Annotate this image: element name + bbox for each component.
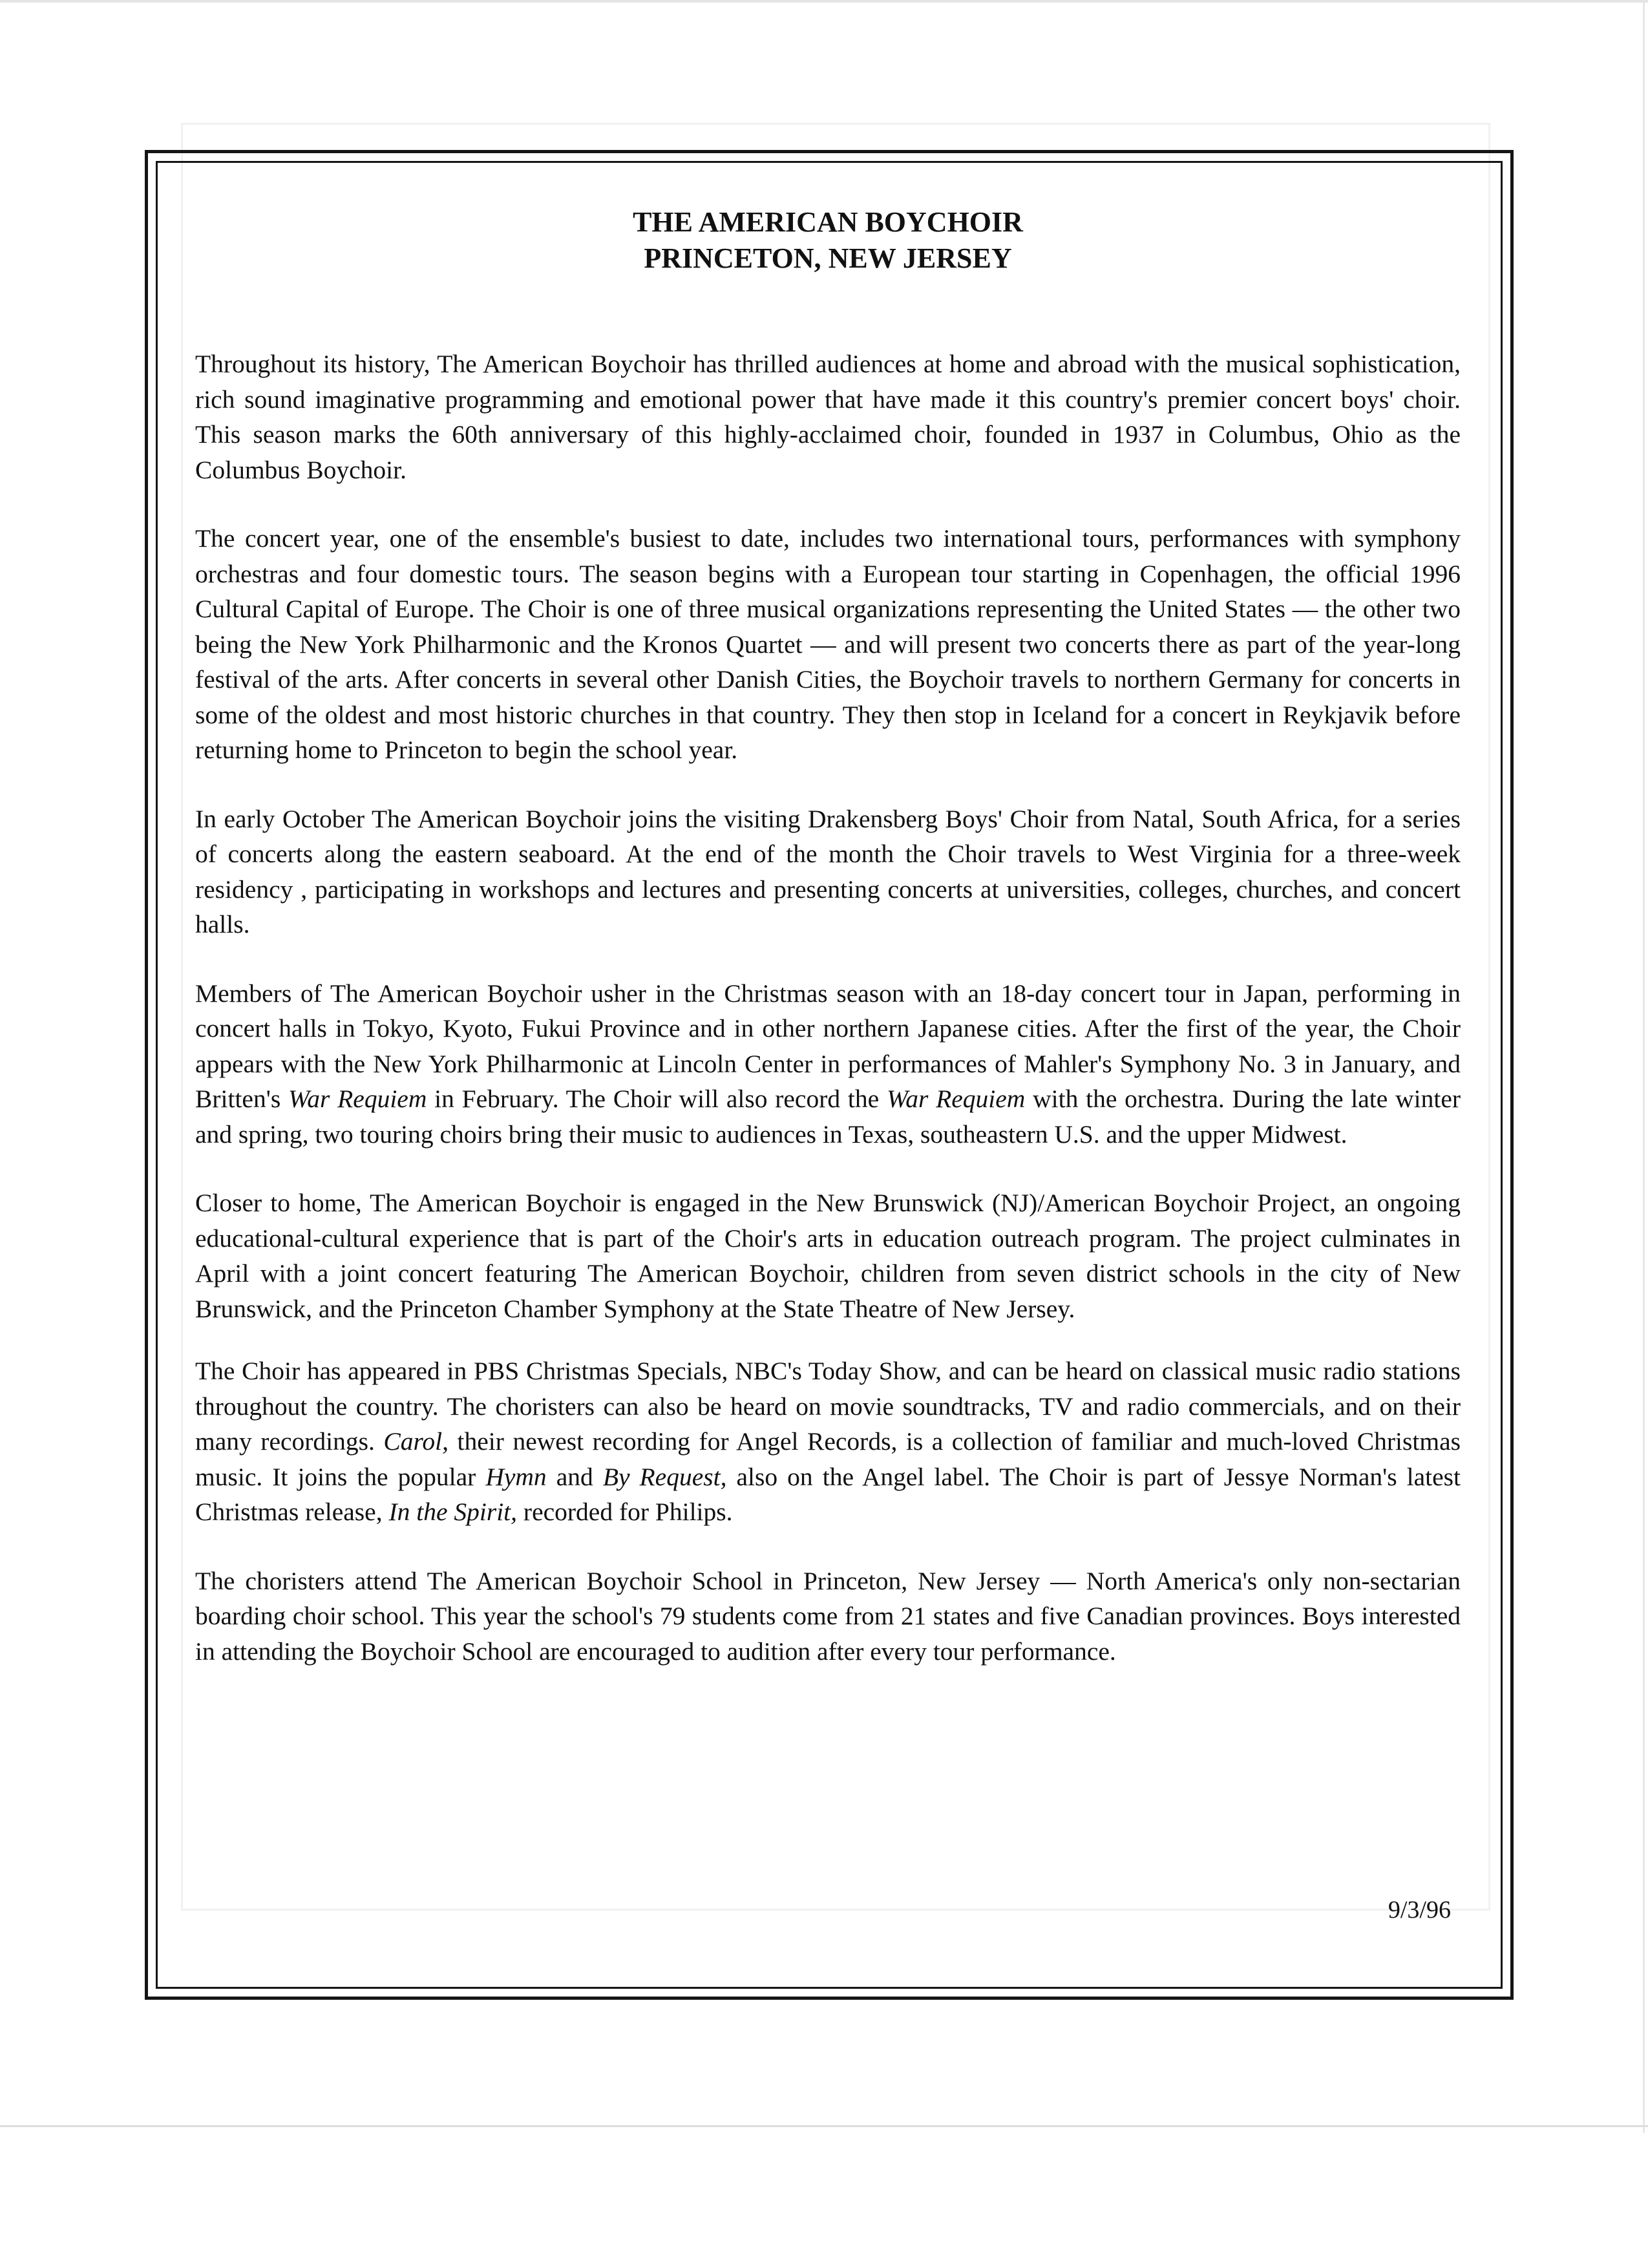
paragraph-recordings bbox=[195, 1353, 1461, 1530]
recording-title: In the Spirit, bbox=[388, 1498, 518, 1526]
paragraph-text: in February. The Choir will also record the bbox=[427, 1085, 887, 1113]
work-title: War Requiem bbox=[288, 1085, 427, 1113]
work-title: War Requiem bbox=[886, 1085, 1026, 1113]
paragraph-text: Members of The American Boychoir usher in the Christmas season with an 18-day concert tour in Japan, performing in concert halls in Tokyo, Kyoto, Fukui Province and in other northern Japanese cities. After the first of the year, the Choir appears with the New York Philharmonic at Lincoln Center in performances of Mahler's Symphony No. 3 in January, and Britten's bbox=[195, 979, 1461, 1113]
paragraph-text: The Choir has appeared in PBS Christmas Specials, NBC's Today Show, and can be heard on classical music radio stations throughout the country. The choristers can also be heard on movie soundtracks, TV and radio commercials, and on their many recordings. bbox=[195, 1357, 1461, 1456]
paragraph-text: with the orchestra. During the late winter and spring, two touring choirs bring their music to audiences in Texas, southeastern U.S. and the upper Midwest. bbox=[195, 1085, 1461, 1149]
paragraph-christmas-japan bbox=[195, 976, 1461, 1152]
document-date: 9/3/96 bbox=[1388, 1896, 1451, 1924]
paragraph-october: In early October The American Boychoir joins the visiting Drakensberg Boys' Choir from Natal, South Africa, for a series of concerts along the eastern seaboard. At the end of the month the Choir travels to West Virginia for a three-week residency , participating in workshops and lectures and presenting concerts at universities, colleges, churches, and concert halls. bbox=[195, 804, 1461, 938]
scan-edge-bottom bbox=[0, 2125, 1648, 2127]
paragraph-text: recorded for Philips. bbox=[517, 1498, 733, 1526]
paragraph-school: The choristers attend The American Boychoir School in Princeton, New Jersey — North America's only non-sectarian boarding choir school. This year the school's 79 students come from 21 states and five Canadian provinces. Boys interested in attending the Boychoir School are encouraged to audition after every tour performance. bbox=[195, 1566, 1461, 1666]
paragraph-text: their newest recording for Angel Records, is a collection of familiar and much-loved Christmas music. It joins the popular bbox=[195, 1427, 1461, 1491]
paragraph-text: also on the Angel label. The Choir is part of Jessye Norman's latest Christmas release, bbox=[195, 1462, 1461, 1526]
document-heading bbox=[195, 204, 1461, 277]
heading-line-2: PRINCETON, NEW JERSEY bbox=[644, 242, 1012, 274]
paragraph-new-brunswick: Closer to home, The American Boychoir is engaged in the New Brunswick (NJ)/American Boychoir Project, an ongoing educational-cultural experience that is part of the Choir's arts in education outreach program. The project culminates in April with a joint concert featuring The American Boychoir, children from seven district schools in the city of New Brunswick, and the Princeton Chamber Symphony at the State Theatre of New Jersey. bbox=[195, 1189, 1461, 1323]
scan-edge-top bbox=[0, 0, 1648, 3]
scan-edge-right bbox=[1643, 0, 1645, 2133]
document-body bbox=[195, 204, 1461, 1702]
recording-title: Carol, bbox=[383, 1427, 449, 1456]
paragraph-concert-year: The concert year, one of the ensemble's busiest to date, includes two international tours, performances with symphony orchestras and four domestic tours. The season begins with a European tour starting in Copenhagen, the official 1996 Cultural Capital of Europe. The Choir is one of three musical organizations representing the United States — the other two being the New York Philharmonic and the Kronos Quartet — and will present two concerts there as part of the year-long festival of the arts. After concerts in several other Danish Cities, the Boychoir travels to northern Germany for concerts in some of the oldest and most historic churches in that country. They then stop in Iceland for a concert in Reykjavik before returning home to Princeton to begin the school year. bbox=[195, 524, 1461, 764]
recording-title: Hymn bbox=[485, 1462, 547, 1491]
paragraph-history: Throughout its history, The American Boychoir has thrilled audiences at home and abroad with the musical sophistication, rich sound imaginative programming and emotional power that have made it this country's premier concert boys' choir. This season marks the 60th anniversary of this highly-acclaimed choir, founded in 1937 in Columbus, Ohio as the Columbus Boychoir. bbox=[195, 350, 1461, 484]
heading-line-1: THE AMERICAN BOYCHOIR bbox=[633, 206, 1023, 238]
paragraph-text: and bbox=[546, 1462, 603, 1491]
recording-title: By Request, bbox=[602, 1462, 727, 1491]
